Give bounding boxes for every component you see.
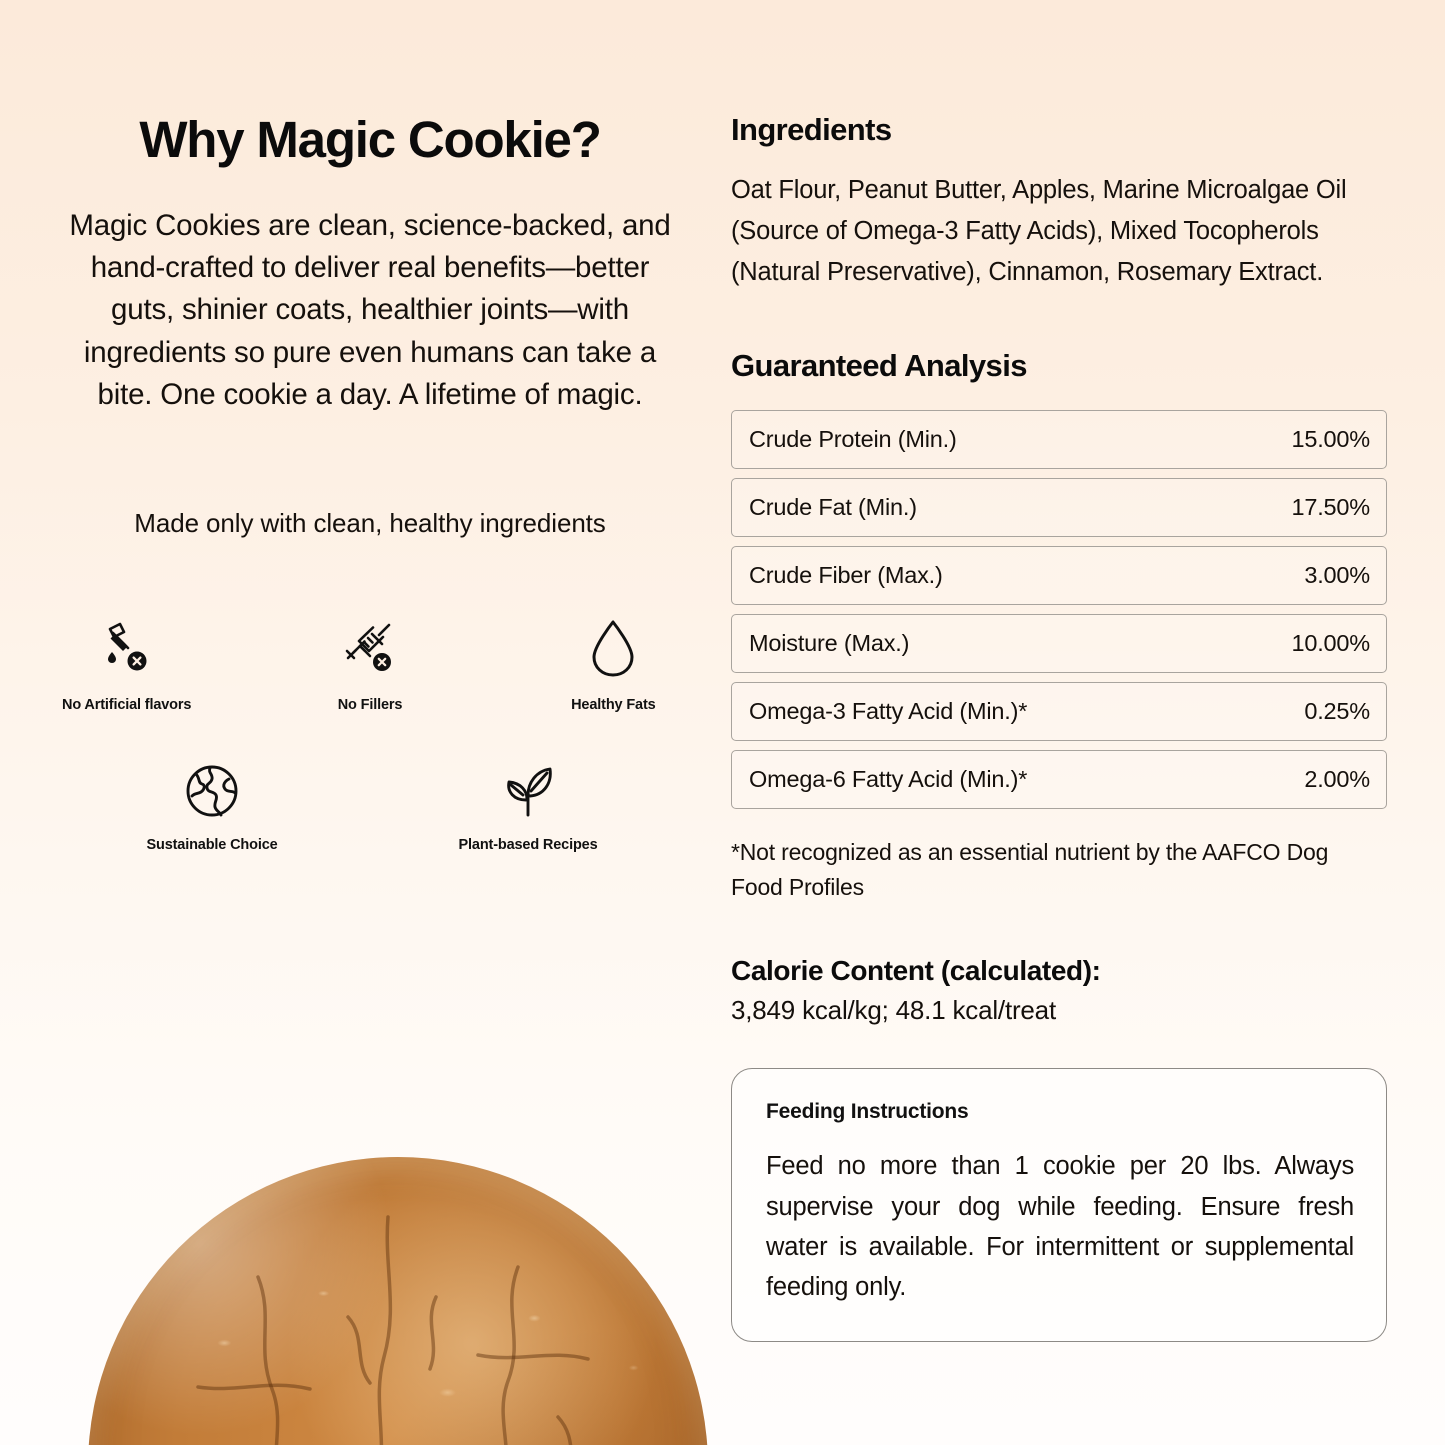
nutrient-value: 17.50% [1291,494,1370,521]
water-droplet-icon [588,617,638,679]
feature-grid-row-1 [60,617,680,713]
feature-no-fillers [303,617,436,713]
table-row [731,410,1387,469]
nutrient-name: Moisture (Max.) [749,630,910,657]
right-column [731,112,1387,1342]
nutrient-value: 0.25% [1304,698,1370,725]
feature-label: Plant-based Recipes [458,836,598,853]
cookie-photo [88,1157,708,1445]
feature-no-artificial-flavors [60,617,193,713]
guaranteed-analysis-table [731,410,1387,809]
feeding-instructions-heading: Feeding Instructions [766,1100,969,1124]
nutrient-name: Crude Protein (Min.) [749,426,957,453]
table-row [731,614,1387,673]
guaranteed-analysis-heading: Guaranteed Analysis [731,348,1027,384]
feature-plant-based-recipes [439,757,617,853]
feature-healthy-fats [547,617,680,713]
nutrient-value: 2.00% [1304,766,1370,793]
nutrient-name: Omega-6 Fatty Acid (Min.)* [749,766,1028,793]
feature-sustainable-choice [123,757,301,853]
page-title: Why Magic Cookie? [139,111,601,168]
calorie-content-value: 3,849 kcal/kg; 48.1 kcal/treat [731,995,1056,1026]
table-row [731,750,1387,809]
left-column [60,112,680,853]
nutrient-value: 10.00% [1291,630,1370,657]
nutrient-name: Omega-3 Fatty Acid (Min.)* [749,698,1028,725]
cookie-cracks [88,1157,708,1445]
analysis-footnote: *Not recognized as an essential nutrient by the AAFCO Dog Food Profiles [731,839,1329,901]
ingredients-heading: Ingredients [731,112,892,147]
feature-grid-row-2 [60,757,680,853]
feeding-instructions-box [731,1068,1387,1342]
calorie-content-heading: Calorie Content (calculated): [731,955,1101,987]
dropper-no-icon [97,617,157,679]
feature-label: No Artificial flavors [62,696,192,713]
nutrient-name: Crude Fat (Min.) [749,494,917,521]
nutrient-value: 15.00% [1291,426,1370,453]
table-row [731,478,1387,537]
plant-sprout-icon [497,757,559,819]
table-row [731,546,1387,605]
syringe-no-icon [339,617,401,679]
ingredients-list: Oat Flour, Peanut Butter, Apples, Marine Microalgae Oil (Source of Omega-3 Fatty Acids), Mixed Tocopherols (Natural Preservative), Cinnamon, Rosemary Extract. [731,176,1347,286]
table-row [731,682,1387,741]
globe-icon [184,757,240,819]
feeding-instructions-text: Feed no more than 1 cookie per 20 lbs. Always supervise your dog while feeding. Ensure fresh water is available. For intermittent or supplemental feeding only. [766,1152,1354,1302]
feature-label: Healthy Fats [571,696,656,713]
feature-label: Sustainable Choice [146,836,278,853]
cookie-image [88,1157,708,1445]
nutrient-name: Crude Fiber (Max.) [749,562,943,589]
made-with-label: Made only with clean, healthy ingredients [134,507,606,538]
intro-paragraph: Magic Cookies are clean, science-backed, and hand-crafted to deliver real benefits—better guts, shinier coats, healthier joints—with ingredients so pure even humans can take a bite. One cookie a day. A lifetime of magic. [69,209,671,411]
nutrient-value: 3.00% [1304,562,1370,589]
feature-label: No Fillers [337,696,403,713]
